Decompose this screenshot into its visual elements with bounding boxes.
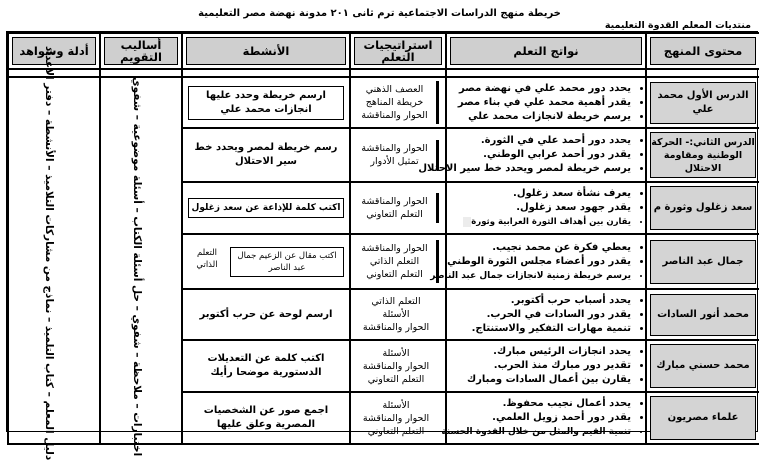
list-item: • يحدد انجازات الرئيس مبارك.	[449, 345, 631, 359]
strategies-box: الأسئلة الحوار والمناقشة التعلم التعاوني	[362, 399, 430, 437]
list-item: • يقدر جهود سعد زغلول.	[449, 201, 631, 215]
objectives-list	[447, 187, 645, 229]
header-tools: أدلة وشواهد	[8, 33, 100, 69]
activity-box: ارسم لوحة عن حرب أكتوبر	[199, 308, 333, 320]
activity-box: اكتب كلمة عن التعديلات الدستورية موضحا رأيك	[207, 353, 325, 378]
list-item: • يقارن بين أعمال السادات ومبارك	[449, 373, 631, 387]
strategies-box: العصف الذهني خريطة المناهج الحوار والمناقشة	[357, 81, 439, 124]
strategies-box: الحوار والمناقشة التعلم الذاتي التعلم التعاوني	[357, 240, 439, 283]
list-item: • يعرف نشأة سعد زغلول.	[449, 187, 631, 201]
strategies-box: الأسئلة الحوار والمناقشة التعلم التعاوني	[362, 347, 430, 385]
content-cell: الدرس الثاني:- الحركة الوطنية ومقاومة الاحتلال	[650, 132, 756, 178]
list-item: • يحدد أعمال نجيب محفوظ.	[449, 397, 631, 411]
strategies-box: التعلم الذاتي الأسئلة الحوار والمناقشة	[362, 296, 430, 333]
evaluation-cell	[100, 76, 182, 456]
content-cell: محمد أنور السادات	[650, 294, 756, 336]
list-item: • يرسم خريطة لمصر ويحدد خط سير الاحتلال	[449, 162, 631, 176]
activity-box: رسم خريطة لمصر ويحدد خط سير الاحتلال	[194, 142, 338, 167]
content-cell: الدرس الأول محمد علي	[650, 82, 756, 124]
list-item: • تقدير دور مبارك منذ الحرب.	[449, 359, 631, 373]
list-item: • يحدد دور أحمد علي في الثورة.	[449, 134, 631, 148]
content-cell: سعد زغلول وثورة م	[650, 186, 756, 230]
list-item: • يرسم خريطة زمنية لانجازات جمال عبد الناصر	[449, 269, 631, 283]
header-objectives: نواتج التعلم	[446, 33, 646, 69]
objectives-list	[430, 241, 645, 283]
tools-text: دليل المعلم – كتاب التلميذ – نماذج من مشاركات التلاميذ – الأنشطة – دفتر الاعداد	[43, 45, 55, 460]
header-strategies: استراتيجيات التعلم	[350, 33, 446, 69]
list-item: • يقدر دور السادات في الحرب.	[449, 308, 631, 322]
table-row	[8, 77, 759, 128]
list-item: • يحدد دور محمد علي في نهضة مصر	[449, 82, 631, 96]
activity-box: اجمع صور عن الشخصيات المصرية وعلق عليها	[203, 405, 329, 430]
content-cell: محمد حسني مبارك	[650, 344, 756, 388]
forum-caption: منتديات المعلم القدوة التعليمية	[604, 20, 751, 31]
header-activities: الأنشطة	[182, 33, 350, 69]
objectives-list	[418, 134, 645, 176]
objectives-list	[447, 82, 645, 124]
header-content: محتوى المنهج	[646, 33, 759, 69]
curriculum-sheet	[6, 31, 758, 460]
list-item: • يحدد أسباب حرب أكتوبر.	[449, 294, 631, 308]
list-item: • تنمية القيم والمثل من خلال القدوة الحسنة	[449, 425, 631, 439]
list-item: • تنمية مهارات التفكير والاستنتاج.	[449, 322, 631, 336]
list-item: • يقدر دور أحمد زويل العلمي.	[449, 411, 631, 425]
content-cell: جمال عبد الناصر	[650, 240, 756, 284]
page-title: خريطة منهج الدراسات الاجتماعية ترم ثانى ٢٠١ مدونة نهضة مصر التعليمية	[198, 8, 561, 19]
activity-box: اكتب مقال عن الزعيم جمال عبد الناصر التعلم الذاتي	[188, 247, 344, 277]
header-row	[8, 33, 759, 69]
activity-box: ارسم خريطة وحدد عليها انجازات محمد علي	[188, 86, 344, 120]
content-cell: علماء مصريون	[650, 396, 756, 440]
objectives-list	[447, 294, 645, 336]
list-item: • يقارن بين أهداف الثورة العرابية وثورة	[449, 215, 631, 229]
activity-box: اكتب كلمة للإذاعة عن سعد زغلول	[188, 198, 344, 218]
header-evaluation: أساليب التقويم	[100, 33, 182, 69]
strategies-box: الحوار والمناقشة تمثيل الأدوار	[357, 140, 439, 170]
curriculum-table	[7, 32, 759, 460]
evaluation-text: اختبارات – ملاحظة – شفوي – حل أسئلة الكتاب – أسئلة موضوعية – شفوي	[131, 76, 143, 456]
list-item: • يرسم خريطة لانجازات محمد علي	[449, 110, 631, 124]
spacer-row	[8, 69, 759, 77]
objectives-list	[441, 397, 645, 439]
strategies-box: الحوار والمناقشة التعلم التعاوني	[357, 193, 439, 223]
list-item: • يقدر أهمية محمد علي في بناء مصر	[449, 96, 631, 110]
list-item: • يقدر دور أحمد عرابي الوطني.	[449, 148, 631, 162]
objectives-list	[447, 345, 645, 387]
list-item: • يقدر دور أعضاء مجلس الثورة الوطني	[449, 255, 631, 269]
list-item: • يعطي فكرة عن محمد نجيب.	[449, 241, 631, 255]
